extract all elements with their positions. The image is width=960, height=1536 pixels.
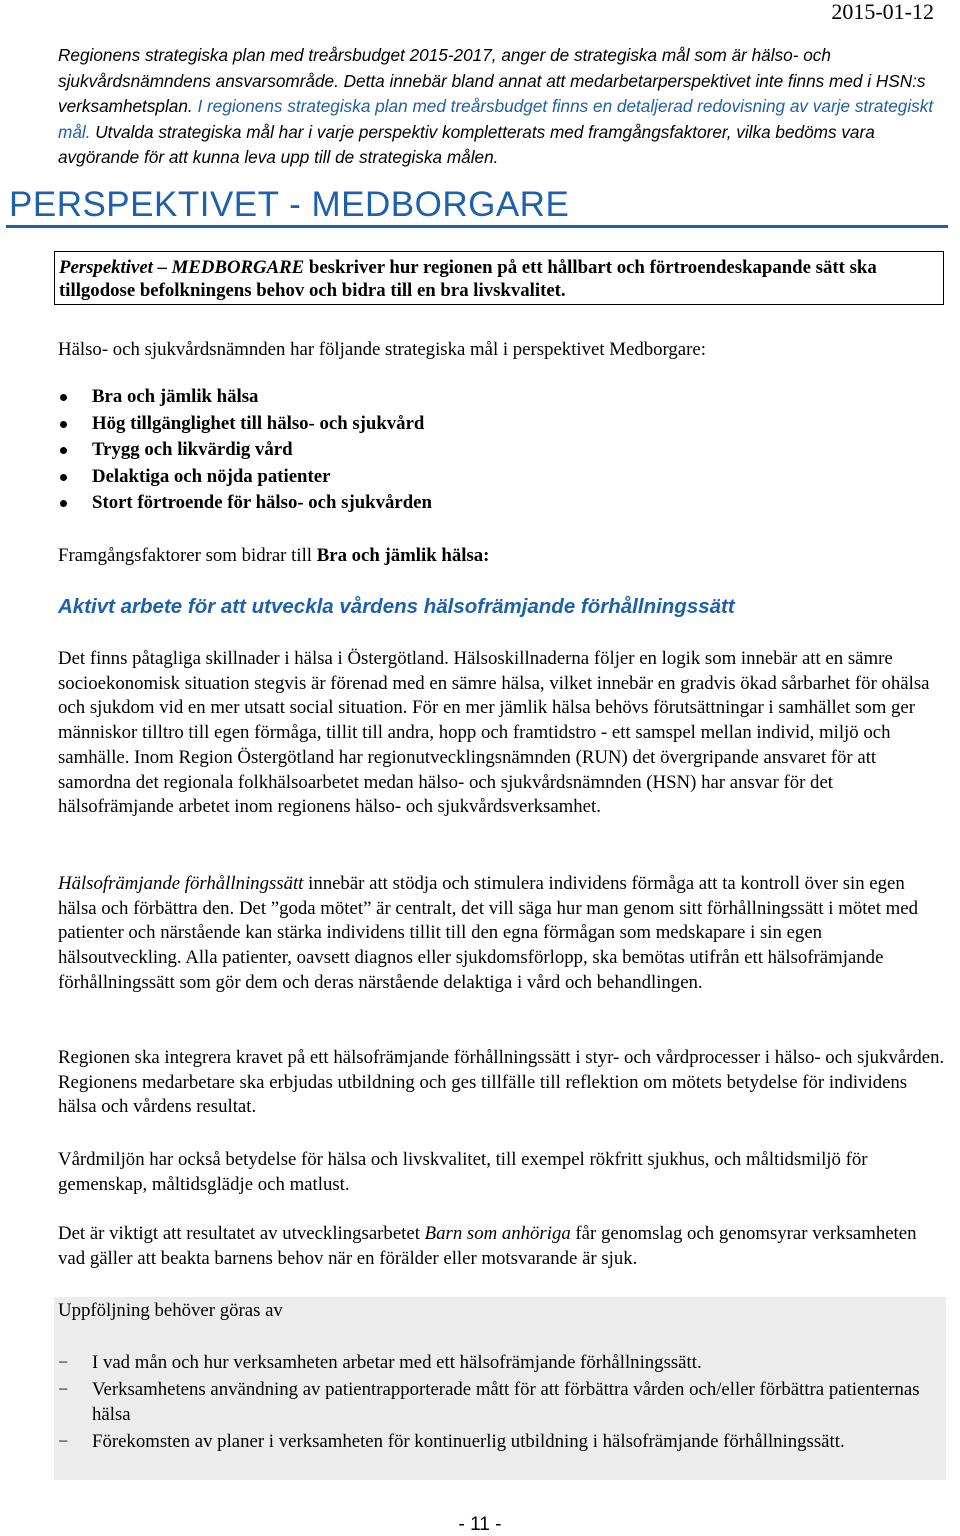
definition-text: beskriver hur regionen på ett hållbart och förtroendeskapande sätt ska tillgodose befolkningens behov och bidra till en bra livskvalitet.: [59, 257, 877, 301]
intro-text-1: Regionens strategiska plan med treårsbudget 2015-2017, anger de strategiska mål som är hälso- och sjukvårdsnämndens ansvarsområde. Detta innebär bland annat att medarbetarperspektivet inte finns med i HSN:s verksamhetsplan.: [58, 45, 926, 116]
intro-paragraph: [58, 43, 938, 171]
success-factor-heading: Aktivt arbete för att utveckla vårdens hälsofrämjande förhållningssätt: [58, 595, 735, 618]
goal-item: Delaktiga och nöjda patienter: [58, 464, 432, 491]
perspective-definition-box: [54, 251, 944, 305]
body-paragraph-4: Vårdmiljön har också betydelse för hälsa och livskvalitet, till exempel rökfritt sjukhus, och måltidsmiljö för gemenskap, måltidsglädje och matlust.: [58, 1149, 868, 1195]
goal-item: Trygg och likvärdig vård: [58, 437, 432, 464]
followup-list: [58, 1350, 948, 1456]
body-paragraph-2: [58, 872, 948, 996]
followup-item: − Förekomsten av planer i verksamheten för kontinuerlig utbildning i hälsofrämjande förhållningssätt.: [58, 1429, 948, 1454]
success-factors-intro: [58, 544, 948, 569]
success-factors-prefix: Framgångsfaktorer som bidrar till: [58, 545, 317, 566]
success-factors-goal: Bra och jämlik hälsa:: [316, 545, 490, 566]
body-paragraph-1: Det finns påtagliga skillnader i hälsa i Östergötland. Hälsoskillnaderna följer en logik som innebär att en sämre socioekonomisk situation stegvis är förenad med en sämre hälsa, vilket innebär en gradvis ökad sårbarhet för ohälsa och sjukdom vid en mer utsatt social situation. För en mer jämlik hälsa behövs förutsättningar i samhället som ger människor tilltro till egen förmåga, tillit till andra, hopp och framtidstro - ett samspel mellan individ, miljö och samhälle. Inom Region Östergötland har regionutvecklingsnämnden (RUN) det övergripande ansvaret för att samordna det regionala folkhälsoarbetet medan hälso- och sjukvårdsnämnden (HSN) har ansvar för det hälsofrämjande arbetet inom regionens hälso- och sjukvårdsverksamhet.: [58, 648, 930, 818]
goal-item: Bra och jämlik hälsa: [58, 384, 432, 411]
goals-intro: Hälso- och sjukvårdsnämnden har följande strategiska mål i perspektivet Medborgare:: [58, 339, 706, 360]
intro-text-highlight: I regionens strategiska plan med treårsbudget finns en detaljerad redovisning av varje strategiskt mål.: [58, 96, 934, 142]
paragraph-5-before: Det är viktigt att resultatet av utvecklingsarbetet: [58, 1223, 425, 1244]
body-paragraph-3: Regionen ska integrera kravet på ett hälsofrämjande förhållningssätt i styr- och vårdprocesser i hälso- och sjukvården. Regionens medarbetare ska erbjudas utbildning och ges tillfälle till reflektion om mötets betydelse för individens hälsa och vårdens resultat.: [58, 1047, 945, 1118]
paragraph-2-text: innebär att stödja och stimulera individens förmåga att ta kontroll över sin egen hälsa och förbättra den. Det ”goda mötet” är centralt, det vill säga hur man genom sitt förhållningssätt i mötet med patienter och närstående kan stärka individens tillit till den egna förmågan som medskapare i sin egen hälsoutveckling. Alla patienter, oavsett diagnos eller sjukdomsförlopp, ska bemötas utifrån ett hälsofrämjande förhållningssätt som gör dem och deras närstående delaktiga i vård och behandlingen.: [58, 873, 919, 993]
body-paragraph-5: [58, 1222, 948, 1271]
followup-item: − I vad mån och hur verksamheten arbetar med ett hälsofrämjande förhållningssätt.: [58, 1350, 948, 1375]
section-heading: PERSPEKTIVET - MEDBORGARE: [9, 185, 570, 224]
term-italic: Hälsofrämjande förhållningssätt: [58, 873, 304, 894]
followup-item: − Verksamhetens användning av patientrapporterade mått för att förbättra vården och/eller förbättra patienternas hälsa: [58, 1377, 948, 1427]
page-number: - 11 -: [458, 1514, 502, 1535]
paragraph-5-after: får genomslag och genomsyrar verksamheten vad gäller att beakta barnens behov när en förälder eller motsvarande är sjuk.: [58, 1223, 917, 1269]
document-date: 2015-01-12: [831, 0, 934, 24]
goal-item: Hög tillgänglighet till hälso- och sjukvård: [58, 411, 432, 438]
followup-title: Uppföljning behöver göras av: [58, 1300, 283, 1321]
strategic-goals-list: [58, 384, 432, 517]
definition-term: Perspektivet – MEDBORGARE: [59, 257, 305, 278]
intro-text-2: Utvalda strategiska mål har i varje perspektiv kompletterats med framgångsfaktorer, vilka bedöms vara avgörande för att kunna leva upp till de strategiska målen.: [58, 121, 875, 167]
heading-rule: [6, 225, 948, 228]
paragraph-5-italic: Barn som anhöriga: [424, 1223, 571, 1244]
goal-item: Stort förtroende för hälso- och sjukvården: [58, 490, 432, 517]
